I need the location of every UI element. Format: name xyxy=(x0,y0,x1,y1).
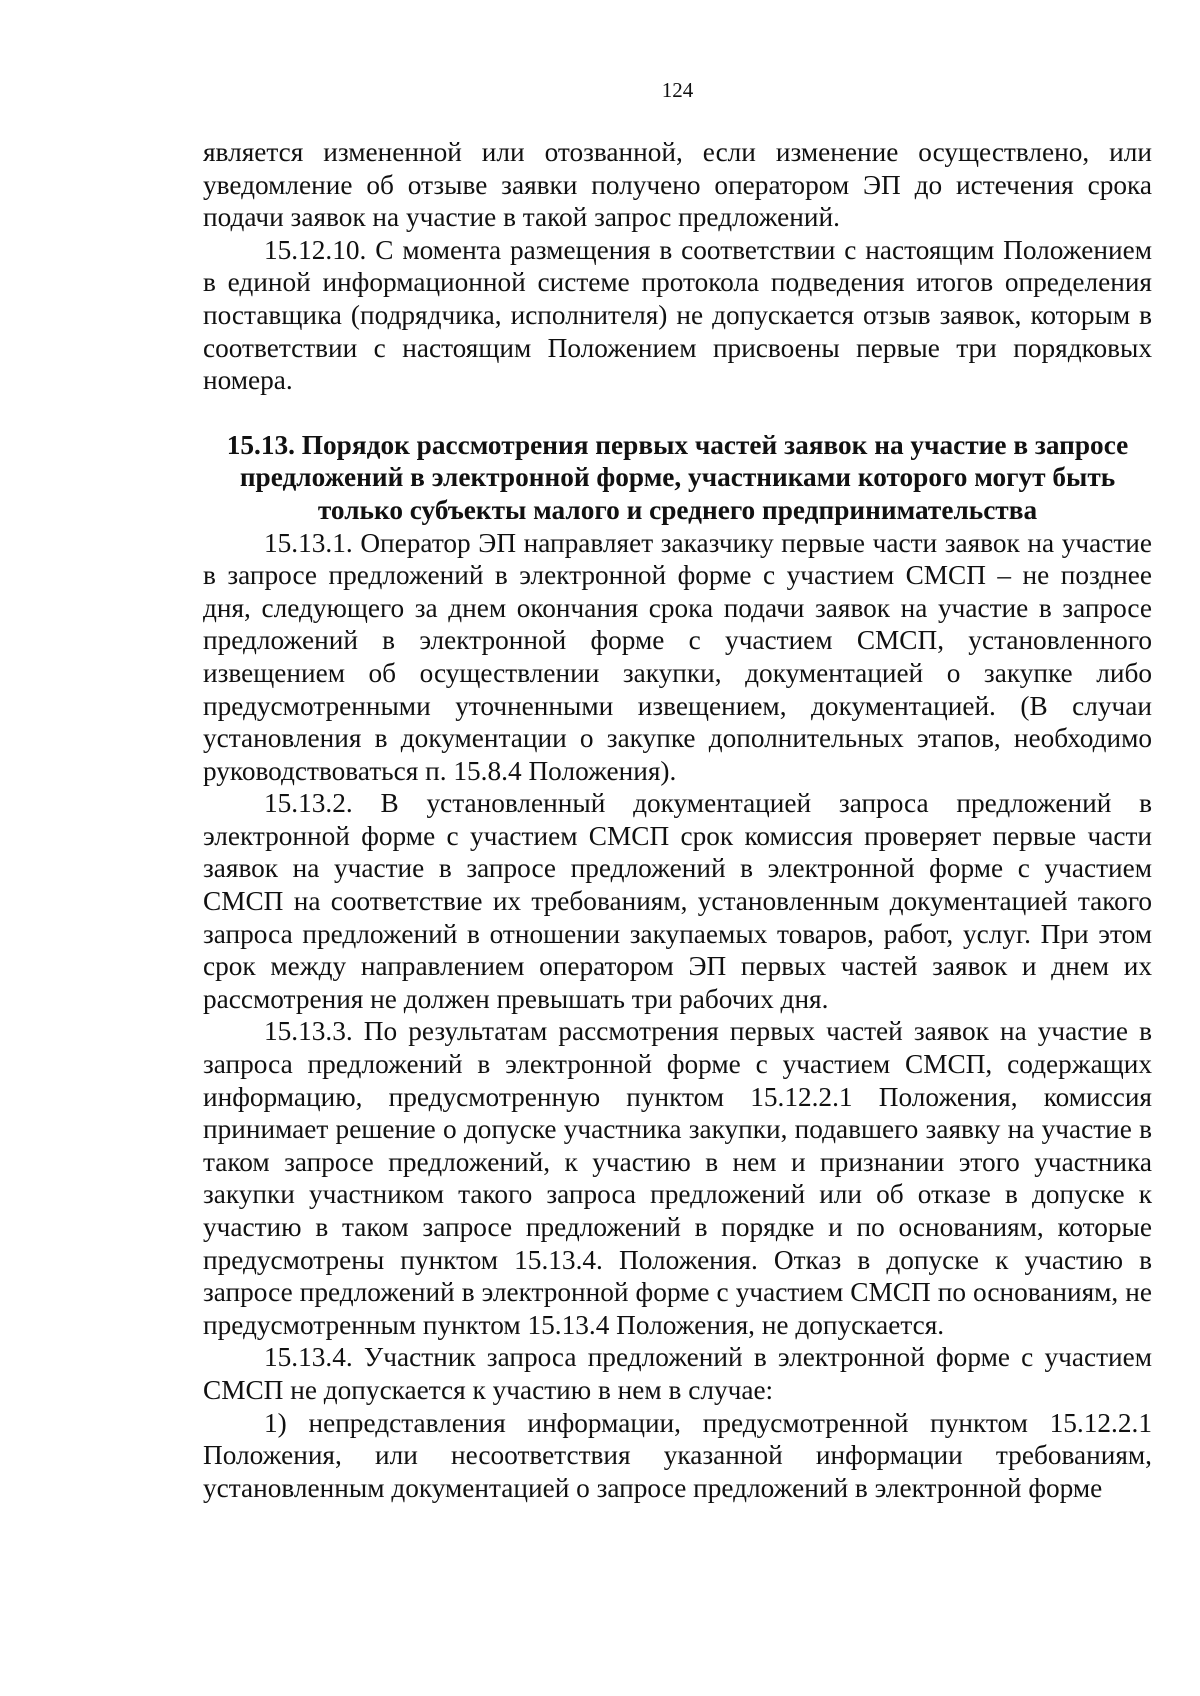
paragraph-15-13-4: 15.13.4. Участник запроса предложений в электронной форме с участием СМСП не допускается к участию в нем в случае: xyxy=(203,1342,1152,1405)
paragraph-15-13-1: 15.13.1. Оператор ЭП направляет заказчику первые части заявок на участие в запросе предложений в электронной форме с участием СМСП – не позднее дня, следующего за днем окончания срока подачи заявок на участие в запросе предложений в электронной форме с участием СМСП, установленного извещением об осуществлении закупки, документацией о закупке либо предусмотренными уточненными извещением, документацией. (В случаи установления в документации о закупке дополнительных этапов, необходимо руководствоваться п. 15.8.4 Положения). xyxy=(203,527,1152,786)
document-body xyxy=(203,136,1152,1504)
paragraph-15-13-3: 15.13.3. По результатам рассмотрения первых частей заявок на участие в запроса предложений в электронной форме с участием СМСП, содержащих информацию, предусмотренную пунктом 15.12.2.1 Положения, комиссия принимает решение о допуске участника закупки, подавшего заявку на участие в таком запросе предложений, к участию в нем и признании этого участника закупки участником такого запроса предложений или об отказе в допуске к участию в таком запросе предложений в порядке и по основаниям, которые предусмотрены пунктом 15.13.4. Положения. Отказ в допуске к участию в запросе предложений в электронной форме с участием СМСП по основаниям, не предусмотренным пунктом 15.13.4 Положения, не допускается. xyxy=(203,1016,1152,1340)
section-heading-15-13: 15.13. Порядок рассмотрения первых частей заявок на участие в запросе предложений в электронной форме, участниками которого могут быть только субъекты малого и среднего предпринимательства xyxy=(226,429,1129,525)
list-item-1: 1) непредставления информации, предусмотренной пунктом 15.12.2.1 Положения, или несоответствия указанной информации требованиям, установленным документацией о запросе предложений в электронной форме xyxy=(203,1407,1152,1503)
paragraph-15-12-10: 15.12.10. С момента размещения в соответствии с настоящим Положением в единой информационной системе протокола подведения итогов определения поставщика (подрядчика, исполнителя) не допускается отзыв заявок, которым в соответствии с настоящим Положением присвоены первые три порядковых номера. xyxy=(203,234,1152,396)
paragraph-continuation: является измененной или отозванной, если изменение осуществлено, или уведомление об отзыве заявки получено оператором ЭП до истечения срока подачи заявок на участие в такой запрос предложений. xyxy=(203,137,1152,233)
paragraph-15-13-2: 15.13.2. В установленный документацией запроса предложений в электронной форме с участием СМСП срок комиссия проверяет первые части заявок на участие в запросе предложений в электронной форме с участием СМСП на соответствие их требованиям, установленным документацией такого запроса предложений в отношении закупаемых товаров, работ, услуг. При этом срок между направлением оператором ЭП первых частей заявок и днем их рассмотрения не должен превышать три рабочих дня. xyxy=(203,788,1152,1014)
page-number: 124 xyxy=(661,78,694,102)
